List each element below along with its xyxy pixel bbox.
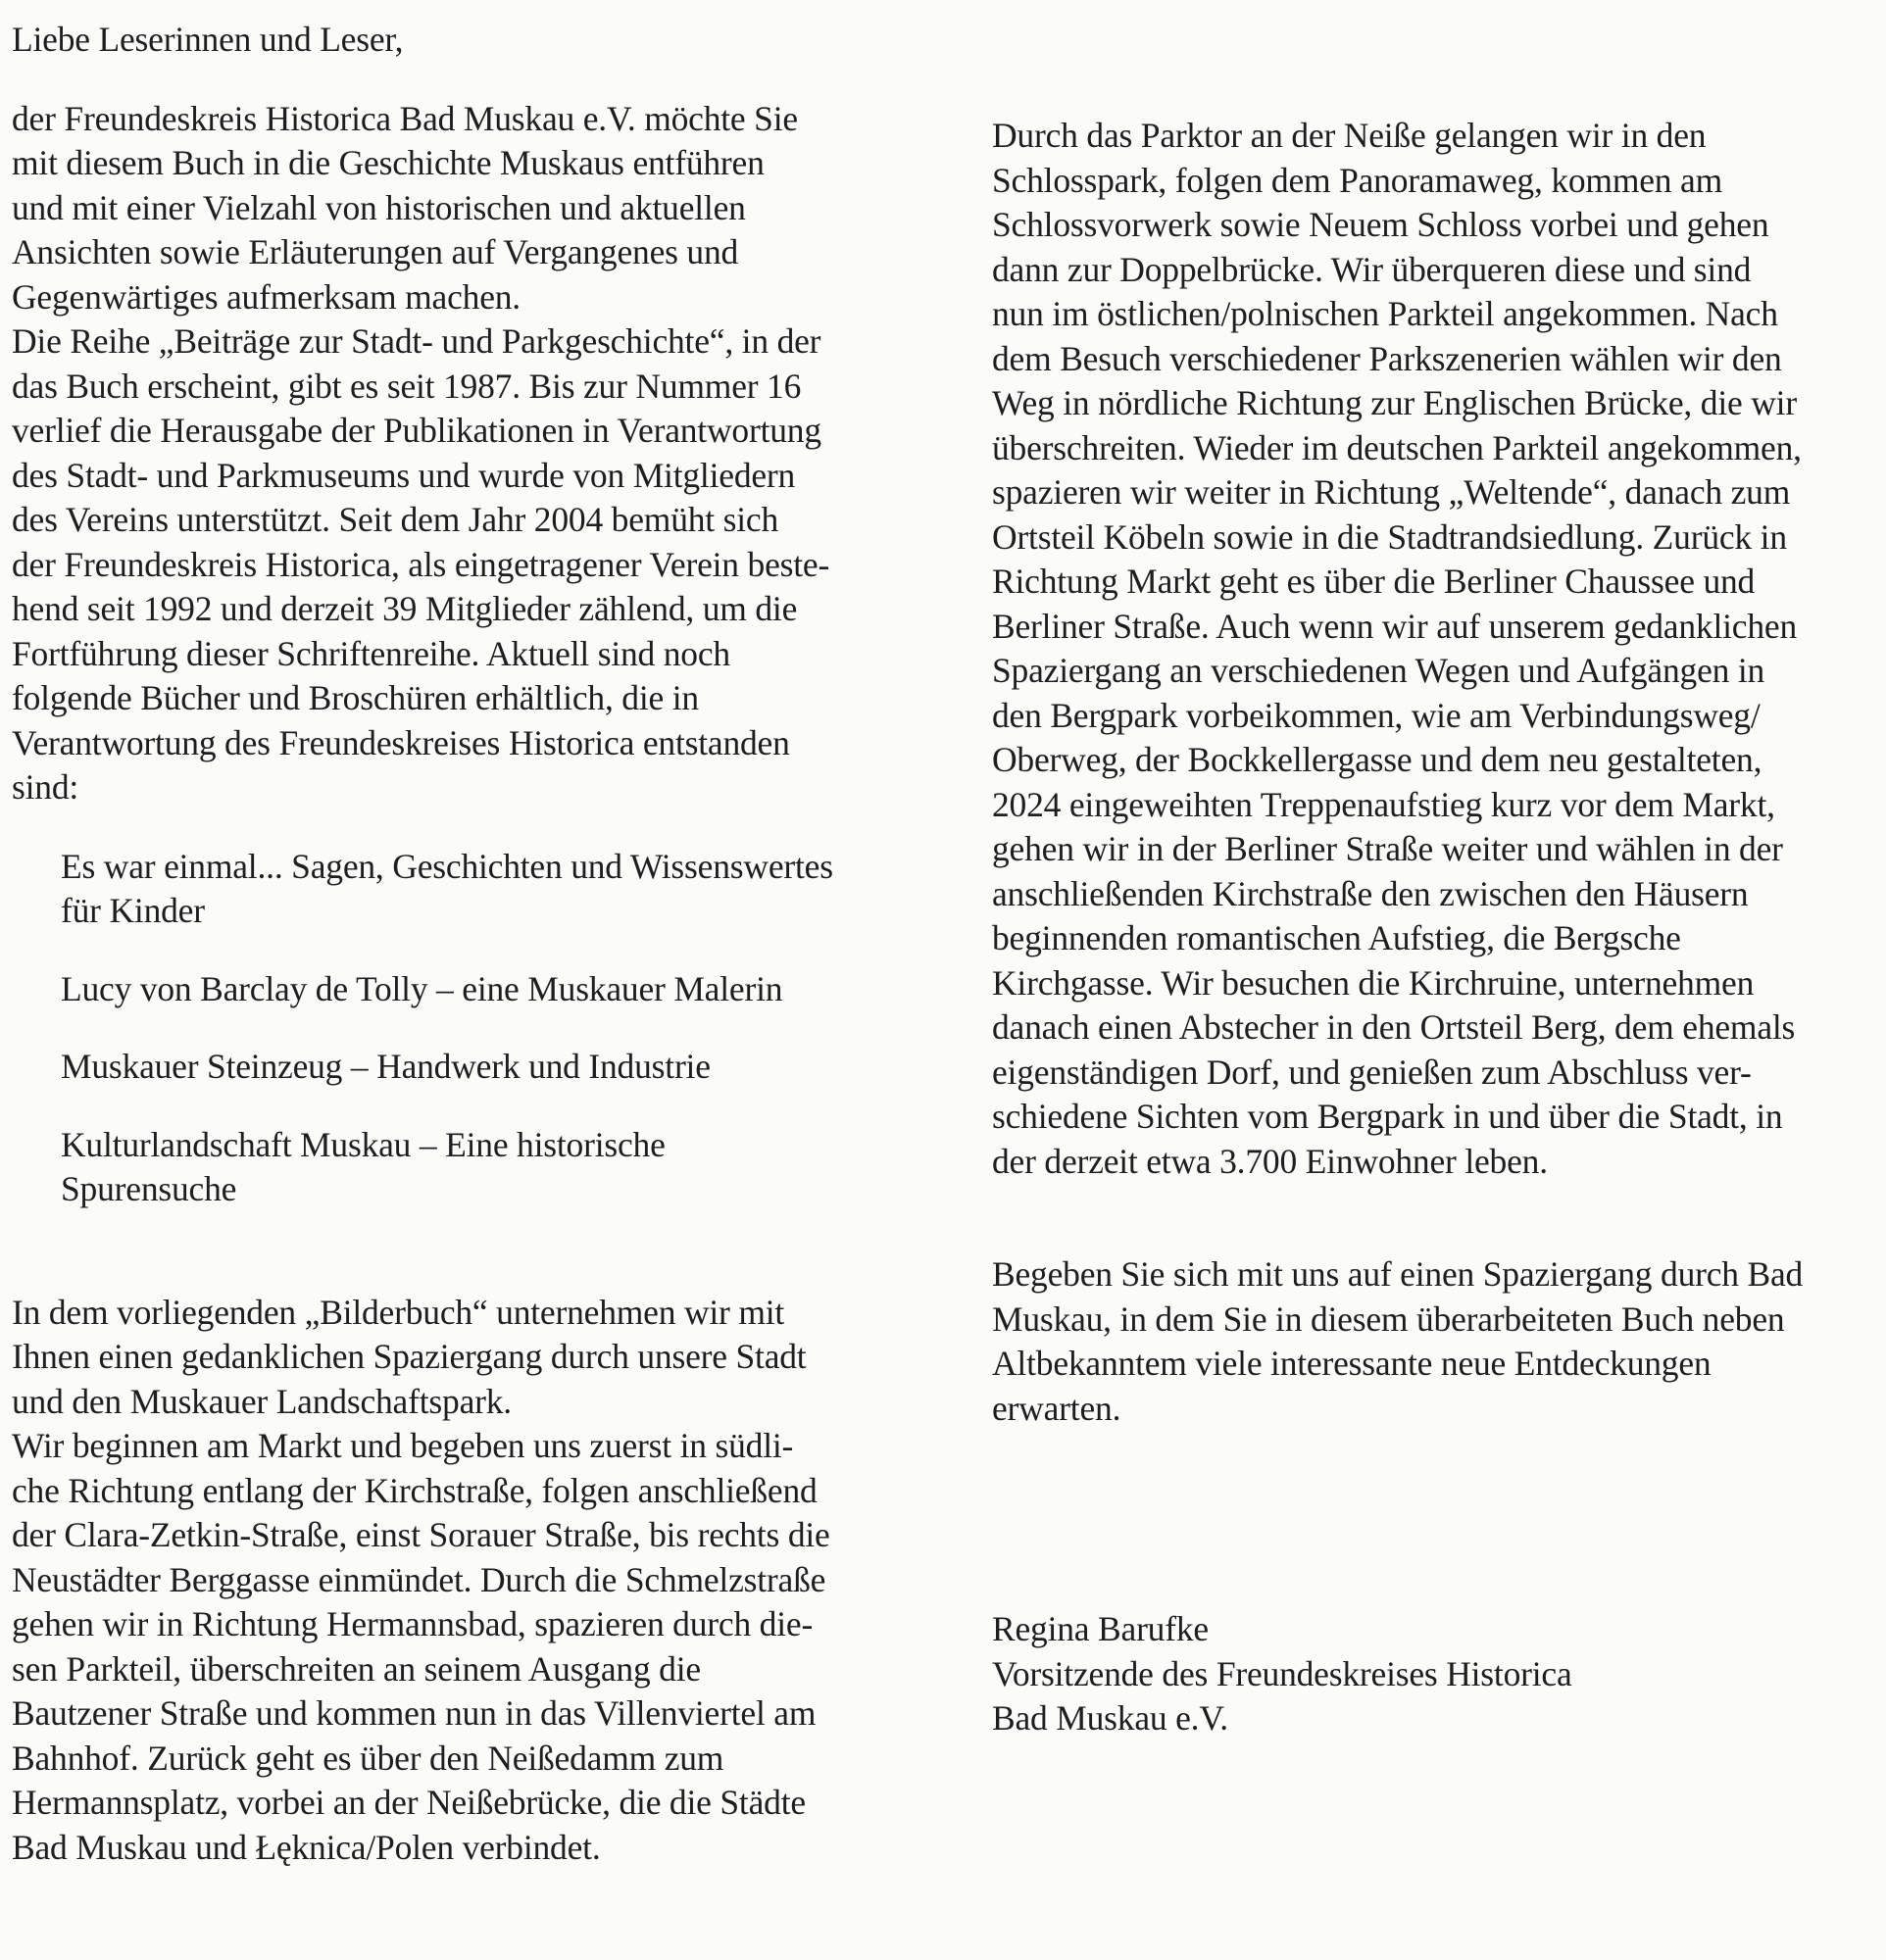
text-line: der derzeit etwa 3.700 Einwohner leben. (992, 1141, 1548, 1181)
text-line: folgende Bücher und Broschüren erhältlich, die in (12, 678, 699, 717)
text-line: gehen wir in Richtung Hermannsbad, spazieren durch die- (12, 1604, 814, 1643)
book-title-line: Lucy von Barclay de Tolly – eine Muskauer Malerin (61, 968, 783, 1008)
text-line: In dem vorliegenden „Bilderbuch“ unternehmen wir mit (12, 1292, 785, 1332)
text-line: Weg in nördliche Richtung zur Englischen Brücke, die wir (992, 383, 1797, 422)
book-list (61, 845, 928, 1212)
text-line: beginnenden romantischen Aufstieg, die Bergsche (992, 918, 1681, 957)
text-line: hend seit 1992 und derzeit 39 Mitglieder zählend, um die (12, 589, 798, 628)
book-title-line: Muskauer Steinzeug – Handwerk und Industrie (61, 1047, 711, 1086)
text-line: mit diesem Buch in die Geschichte Muskaus entführen (12, 143, 765, 182)
route-paragraph (992, 114, 1879, 1184)
text-line: Die Reihe „Beiträge zur Stadt- und Parkgeschichte“, in der (12, 321, 821, 361)
text-line: gehen wir in der Berliner Straße weiter und wählen in der (992, 829, 1783, 868)
text-line: und mit einer Vielzahl von historischen und aktuellen (12, 187, 746, 227)
text-line: Bahnhof. Zurück geht es über den Neißedamm zum (12, 1738, 724, 1778)
text-line: 2024 eingeweihten Treppenaufstieg kurz vor dem Markt, (992, 784, 1775, 824)
text-line: Muskau, in dem Sie in diesem überarbeiteten Buch neben (992, 1298, 1785, 1339)
text-line: danach einen Abstecher in den Ortsteil Berg, dem ehemals (992, 1007, 1796, 1047)
text-line: schiedene Sichten vom Bergpark in und über die Stadt, in (992, 1097, 1783, 1136)
right-column (992, 114, 1879, 1741)
book-list-item (61, 1123, 928, 1212)
text-line: Fortführung dieser Schriftenreihe. Aktuell sind noch (12, 633, 730, 673)
text-line: nun im östlichen/polnischen Parkteil angekommen. Nach (992, 294, 1778, 333)
text-line: Ansichten sowie Erläuterungen auf Vergangenes und (12, 232, 739, 271)
text-line: Ihnen einen gedanklichen Spaziergang durch unsere Stadt (12, 1337, 807, 1376)
book-list-item (61, 845, 928, 934)
signature-role: Vorsitzende des Freundeskreises Historica (992, 1653, 1572, 1693)
signature-name: Regina Barufke (992, 1609, 1209, 1648)
text-line: spazieren wir weiter in Richtung „Weltende“, danach zum (992, 472, 1791, 512)
text-line: und den Muskauer Landschaftspark. (12, 1381, 512, 1421)
book-title-line: für Kinder (61, 891, 205, 930)
text-line: der Freundeskreis Historica Bad Muskau e.V. möchte Sie (12, 98, 798, 138)
book-title-line: Es war einmal... Sagen, Geschichten und Wissenswertes (61, 846, 833, 886)
text-line: überschreiten. Wieder im deutschen Parkteil angekommen, (992, 427, 1802, 467)
text-line: der Freundeskreis Historica, als eingetragener Verein beste- (12, 544, 830, 584)
book-list-item (61, 967, 928, 1012)
text-line: dann zur Doppelbrücke. Wir überqueren diese und sind (992, 249, 1752, 289)
text-line: Ortsteil Köbeln sowie in die Stadtrandsiedlung. Zurück in (992, 516, 1787, 557)
text-line: che Richtung entlang der Kirchstraße, folgen anschließend (12, 1470, 818, 1510)
text-line: Neustädter Berggasse einmündet. Durch die Schmelzstraße (12, 1559, 826, 1599)
text-line: Bad Muskau und Łęknica/Polen verbindet. (12, 1827, 601, 1867)
text-line: Hermannsplatz, vorbei an der Neißebrücke, die die Städte (12, 1783, 806, 1822)
text-line: das Buch erscheint, gibt es seit 1987. Bis zur Nummer 16 (12, 366, 802, 406)
book-title-line: Kulturlandschaft Muskau – Eine historische (61, 1124, 666, 1164)
book-title-line: Spurensuche (61, 1169, 237, 1208)
walk-paragraph (12, 1291, 928, 1871)
text-line: anschließenden Kirchstraße den zwischen den Häusern (992, 873, 1749, 913)
text-line: Durch das Parktor an der Neiße gelangen wir in den (992, 116, 1707, 155)
signature-organization: Bad Muskau e.V. (992, 1698, 1228, 1738)
signature-block (992, 1607, 1879, 1741)
text-line: Berliner Straße. Auch wenn wir auf unserem gedanklichen (992, 606, 1797, 646)
left-column (12, 18, 928, 1870)
text-line: eigenständigen Dorf, und genießen zum Abschluss ver- (992, 1052, 1752, 1092)
text-line: Schlosspark, folgen dem Panoramaweg, kommen am (992, 160, 1723, 200)
text-line: sen Parkteil, überschreiten an seinem Ausgang die (12, 1648, 701, 1689)
text-line: Richtung Markt geht es über die Berliner Chaussee und (992, 562, 1756, 601)
closing-paragraph (992, 1252, 1879, 1431)
text-line: des Stadt- und Parkmuseums und wurde von Mitgliedern (12, 455, 796, 495)
text-line: Kirchgasse. Wir besuchen die Kirchruine, unternehmen (992, 962, 1755, 1003)
text-line: Bautzener Straße und kommen nun in das Villenviertel am (12, 1693, 817, 1733)
text-line: Altbekanntem viele interessante neue Entdeckungen (992, 1344, 1712, 1383)
text-line: Begeben Sie sich mit uns auf einen Spaziergang durch Bad (992, 1254, 1804, 1294)
text-line: Oberweg, der Bockkellergasse und dem neu gestalteten, (992, 740, 1762, 779)
text-line: Schlossvorwerk sowie Neuem Schloss vorbei und gehen (992, 205, 1769, 244)
book-list-item (61, 1045, 928, 1090)
text-line: des Vereins unterstützt. Seit dem Jahr 2004 bemüht sich (12, 500, 779, 539)
text-line: den Bergpark vorbeikommen, wie am Verbindungsweg/ (992, 695, 1761, 735)
text-line: erwarten. (992, 1388, 1121, 1428)
text-line: sind: (12, 767, 79, 807)
salutation: Liebe Leserinnen und Leser, (12, 20, 404, 59)
text-line: Wir beginnen am Markt und begeben uns zuerst in südli- (12, 1426, 794, 1465)
text-line: dem Besuch verschiedener Parkszenerien wählen wir den (992, 338, 1782, 378)
text-line: Verantwortung des Freundeskreises Historica entstanden (12, 722, 790, 762)
text-line: Gegenwärtiges aufmerksam machen. (12, 276, 521, 317)
text-line: der Clara-Zetkin-Straße, einst Sorauer Straße, bis rechts die (12, 1515, 830, 1554)
text-line: verlief die Herausgabe der Publikationen in Verantwortung (12, 411, 821, 450)
text-line: Spaziergang an verschiedenen Wegen und Aufgängen in (992, 651, 1765, 690)
intro-paragraph (12, 97, 928, 810)
